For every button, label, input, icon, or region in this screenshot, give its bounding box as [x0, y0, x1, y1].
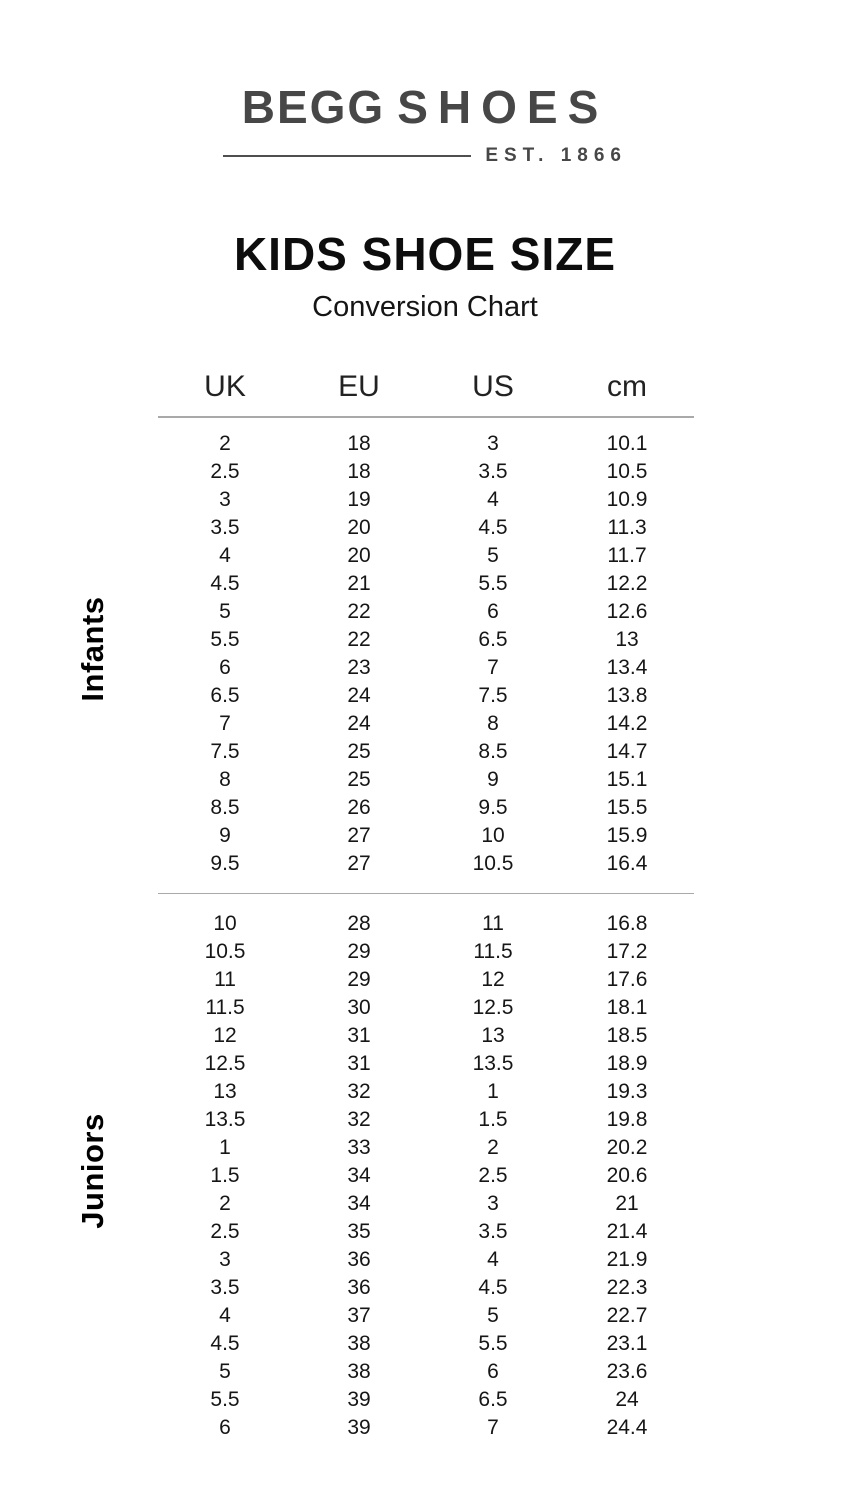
page-subtitle: Conversion Chart [312, 290, 538, 323]
table-cell: 12.5 [472, 996, 514, 1020]
table-cell: 12 [213, 1024, 237, 1048]
table-row [158, 994, 694, 1022]
table-cell: 13.5 [204, 1108, 246, 1132]
table-cell: 8.5 [210, 796, 240, 820]
table-row [158, 514, 694, 542]
table-cell: 13.5 [472, 1052, 514, 1076]
table-cell: 3 [219, 1248, 231, 1272]
table-cell: 32 [347, 1080, 371, 1104]
table-row [158, 1414, 694, 1442]
table-cell: 13.4 [606, 656, 648, 680]
table-row [158, 710, 694, 738]
table-cell: 28 [347, 912, 371, 936]
table-cell: 17.6 [606, 968, 648, 992]
table-cell: 20.6 [606, 1164, 648, 1188]
table-cell: 3 [219, 488, 231, 512]
table-cell: 3.5 [478, 460, 508, 484]
table-row [158, 626, 694, 654]
table-row [158, 1162, 694, 1190]
table-cell: 1 [487, 1080, 499, 1104]
table-cell: 15.9 [606, 824, 648, 848]
brand-logo [223, 81, 627, 166]
table-cell: 9 [219, 824, 231, 848]
table-row [158, 1190, 694, 1218]
table-cell: 4 [487, 488, 499, 512]
table-cell: 3 [487, 1192, 499, 1216]
table-cell: 34 [347, 1164, 371, 1188]
table-cell: 10.5 [204, 940, 246, 964]
table-cell: 2.5 [210, 460, 240, 484]
table-row [158, 1022, 694, 1050]
table-cell: 6.5 [478, 628, 508, 652]
table-cell: 22 [347, 628, 371, 652]
table-cell: 7.5 [478, 684, 508, 708]
table-cell: 4 [219, 544, 231, 568]
table-cell: 3.5 [210, 516, 240, 540]
table-sections [75, 418, 694, 1444]
column-header: UK [204, 370, 246, 404]
table-cell: 18.5 [606, 1024, 648, 1048]
table-cell: 7 [219, 712, 231, 736]
table-cell: 4 [219, 1304, 231, 1328]
table-cell: 2.5 [210, 1220, 240, 1244]
table-cell: 26 [347, 796, 371, 820]
table-cell: 19.8 [606, 1108, 648, 1132]
table-cell: 24 [347, 684, 371, 708]
table-cell: 11 [214, 968, 236, 992]
table-cell: 37 [347, 1304, 371, 1328]
table-cell: 36 [347, 1276, 371, 1300]
table-row [158, 966, 694, 994]
column-header: cm [607, 370, 647, 404]
table-cell: 35 [347, 1220, 371, 1244]
table-cell: 18 [347, 460, 371, 484]
table-cell: 1 [219, 1136, 231, 1160]
table-cell: 39 [347, 1388, 371, 1412]
table-cell: 13 [615, 628, 639, 652]
table-cell: 38 [347, 1332, 371, 1356]
table-cell: 36 [347, 1248, 371, 1272]
table-row [158, 570, 694, 598]
established-row [223, 146, 627, 165]
table-row [158, 486, 694, 514]
table-row [158, 910, 694, 938]
table-cell: 2.5 [478, 1164, 508, 1188]
table-cell: 10 [481, 824, 505, 848]
table-cell: 16.8 [606, 912, 648, 936]
table-cell: 12.2 [606, 572, 648, 596]
table-cell: 7.5 [210, 740, 240, 764]
table-row [158, 1274, 694, 1302]
table-row [158, 654, 694, 682]
table-cell: 31 [347, 1024, 371, 1048]
page-title: KIDS SHOE SIZE [233, 228, 617, 280]
table-cell: 12.5 [204, 1052, 246, 1076]
table-row [158, 1386, 694, 1414]
table-cell: 10.9 [606, 488, 648, 512]
table-cell: 6 [487, 1360, 499, 1384]
table-cell: 10 [213, 912, 237, 936]
table-cell: 27 [347, 824, 371, 848]
table-row [158, 1050, 694, 1078]
table-cell: 10.5 [606, 460, 648, 484]
table-cell: 5.5 [210, 628, 240, 652]
table-cell: 4.5 [478, 516, 508, 540]
table-cell: 23 [347, 656, 371, 680]
table-cell: 23.1 [606, 1332, 648, 1356]
table-cell: 20 [347, 544, 371, 568]
table-cell: 4.5 [210, 1332, 240, 1356]
table-cell: 5.5 [478, 1332, 508, 1356]
size-table [75, 370, 694, 1444]
table-cell: 4 [487, 1248, 499, 1272]
table-cell: 24 [347, 712, 371, 736]
column-header: US [472, 370, 514, 404]
table-cell: 39 [347, 1416, 371, 1440]
established-text: EST. 1866 [485, 145, 627, 166]
brand-name-secondary: SHOES [397, 81, 609, 133]
table-cell: 2 [487, 1136, 499, 1160]
table-cell: 6 [219, 1416, 231, 1440]
table-row [158, 794, 694, 822]
table-cell: 5 [487, 544, 499, 568]
table-cell: 11.5 [205, 996, 245, 1020]
brand-name [223, 81, 627, 133]
table-cell: 29 [347, 968, 371, 992]
table-cell: 11.5 [473, 940, 513, 964]
table-cell: 2 [219, 432, 231, 456]
table-cell: 21 [347, 572, 371, 596]
table-cell: 4.5 [210, 572, 240, 596]
table-cell: 14.2 [606, 712, 648, 736]
table-cell: 22 [347, 600, 371, 624]
table-cell: 13.8 [606, 684, 648, 708]
table-cell: 8 [219, 768, 231, 792]
table-cell: 9.5 [210, 852, 240, 876]
table-cell: 20 [347, 516, 371, 540]
table-cell: 13 [481, 1024, 505, 1048]
table-row [158, 458, 694, 486]
table-cell: 12.6 [606, 600, 648, 624]
table-row [158, 822, 694, 850]
table-cell: 1.5 [478, 1108, 508, 1132]
table-cell: 19.3 [606, 1080, 648, 1104]
table-cell: 24.4 [606, 1416, 648, 1440]
table-cell: 15.1 [606, 768, 648, 792]
table-row [158, 1246, 694, 1274]
table-cell: 11.3 [607, 516, 647, 540]
table-cell: 5.5 [478, 572, 508, 596]
table-cell: 9.5 [478, 796, 508, 820]
table-cell: 14.7 [606, 740, 648, 764]
established-divider-line [223, 155, 471, 157]
table-cell: 18.1 [606, 996, 648, 1020]
table-row [158, 682, 694, 710]
table-cell: 11.7 [607, 544, 647, 568]
brand-name-primary: BEGG [241, 81, 386, 133]
table-cell: 12 [481, 968, 505, 992]
table-cell: 31 [347, 1052, 371, 1076]
table-cell: 18.9 [606, 1052, 648, 1076]
table-row [158, 598, 694, 626]
table-row [158, 938, 694, 966]
table-cell: 4.5 [478, 1276, 508, 1300]
table-cell: 6 [219, 656, 231, 680]
table-cell: 3 [487, 432, 499, 456]
table-cell: 21.4 [606, 1220, 648, 1244]
table-row [158, 1330, 694, 1358]
table-row [158, 850, 694, 878]
table-cell: 5 [219, 1360, 231, 1384]
table-row [158, 542, 694, 570]
table-cell: 5 [487, 1304, 499, 1328]
table-cell: 19 [347, 488, 371, 512]
table-cell: 32 [347, 1108, 371, 1132]
table-cell: 20.2 [606, 1136, 648, 1160]
table-row [158, 1358, 694, 1386]
table-row [158, 1106, 694, 1134]
table-row [158, 1134, 694, 1162]
table-cell: 15.5 [606, 796, 648, 820]
table-cell: 5.5 [210, 1388, 240, 1412]
table-cell: 30 [347, 996, 371, 1020]
table-cell: 24 [615, 1388, 639, 1412]
table-cell: 2 [219, 1192, 231, 1216]
table-row [158, 738, 694, 766]
table-section-juniors [75, 898, 694, 1444]
table-cell: 9 [487, 768, 499, 792]
table-cell: 8.5 [478, 740, 508, 764]
table-cell: 22.3 [606, 1276, 648, 1300]
table-row [158, 766, 694, 794]
table-cell: 5 [219, 600, 231, 624]
table-cell: 16.4 [606, 852, 648, 876]
table-cell: 6.5 [478, 1388, 508, 1412]
table-cell: 23.6 [606, 1360, 648, 1384]
table-cell: 22.7 [606, 1304, 648, 1328]
table-cell: 34 [347, 1192, 371, 1216]
section-divider [158, 893, 694, 894]
table-cell: 25 [347, 740, 371, 764]
table-cell: 27 [347, 852, 371, 876]
table-cell: 38 [347, 1360, 371, 1384]
table-row [158, 1078, 694, 1106]
table-row [158, 1218, 694, 1246]
table-cell: 13 [213, 1080, 237, 1104]
table-cell: 33 [347, 1136, 371, 1160]
table-cell: 7 [487, 1416, 499, 1440]
table-header-row [158, 370, 694, 418]
table-cell: 1.5 [210, 1164, 240, 1188]
table-cell: 21 [615, 1192, 639, 1216]
table-cell: 10.5 [472, 852, 514, 876]
column-header: EU [338, 370, 380, 404]
table-cell: 29 [347, 940, 371, 964]
table-cell: 17.2 [606, 940, 648, 964]
table-cell: 3.5 [210, 1276, 240, 1300]
table-cell: 10.1 [606, 432, 648, 456]
table-cell: 21.9 [606, 1248, 648, 1272]
table-cell: 6 [487, 600, 499, 624]
table-cell: 3.5 [478, 1220, 508, 1244]
table-cell: 25 [347, 768, 371, 792]
table-cell: 18 [347, 432, 371, 456]
section-label: Infants [75, 596, 110, 702]
table-row [158, 1302, 694, 1330]
table-cell: 7 [487, 656, 499, 680]
table-section-infants [75, 418, 694, 880]
table-cell: 11 [482, 912, 504, 936]
section-label: Juniors [75, 1113, 110, 1230]
table-row [158, 430, 694, 458]
table-cell: 6.5 [210, 684, 240, 708]
table-cell: 8 [487, 712, 499, 736]
